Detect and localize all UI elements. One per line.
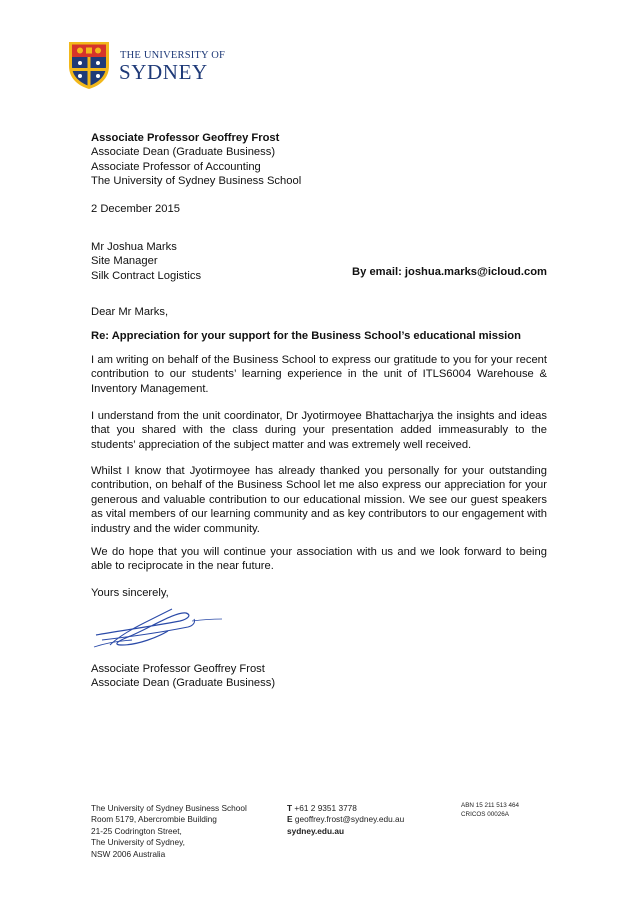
body-paragraph: We do hope that you will continue your association with us and we look forward to being able to reciprocate in the near future.: [91, 546, 547, 573]
sender-line: Associate Dean (Graduate Business): [91, 146, 276, 159]
closing: Yours sincerely,: [91, 587, 169, 599]
body-paragraph: I understand from the unit coordinator, Dr Jyotirmoyee Bhattacharjya the insights and ideas that you shared with the class during your presentation added immeasurably to the students’ appreciation of the subject matter and was extremely well received.: [91, 410, 547, 451]
signoff-block: [91, 662, 275, 691]
footer-registration: [461, 802, 519, 819]
by-email-line: By email: joshua.marks@icloud.com: [352, 266, 547, 278]
email-label: E: [287, 814, 293, 825]
footer-abn: ABN 15 211 513 464: [461, 802, 520, 809]
logo-sydney: SYDNEY: [119, 60, 208, 84]
subject-line: Re: Appreciation for your support for the Business School’s educational mission: [91, 330, 521, 342]
body-paragraph: Whilst I know that Jyotirmoyee has already thanked you personally for your outstanding contribution, on behalf of the Business School let me also express our appreciation for your generous and valuable contribution to our educational mission. We see our guest speakers as vital members of our learning community and as key contributors to our engagement with industry and the wider community.: [91, 465, 547, 535]
footer-address-line: Room 5179, Abercrombie Building: [91, 814, 217, 825]
footer-address-line: NSW 2006 Australia: [91, 848, 166, 859]
body-paragraph: I am writing on behalf of the Business School to express our gratitude to you for your recent contribution to our students’ learning experience in the unit of ITLS6004 Warehouse & Inventory Management.: [91, 354, 547, 395]
signoff-title: Associate Dean (Graduate Business): [91, 677, 276, 690]
sender-name: Associate Professor Geoffrey Frost: [91, 132, 280, 144]
university-logo: [68, 40, 226, 92]
footer-address: [91, 803, 247, 860]
footer-phone[interactable]: +61 2 9351 3778: [294, 803, 357, 813]
logo-university-of: THE UNIVERSITY OF: [120, 50, 226, 61]
sender-line: The University of Sydney Business School: [91, 175, 302, 188]
recipient-line: Silk Contract Logistics: [91, 269, 202, 282]
recipient-line: Mr Joshua Marks: [91, 241, 177, 253]
footer-address-line: The University of Sydney,: [91, 837, 185, 848]
recipient-block: [91, 240, 201, 283]
letter-date: 2 December 2015: [91, 203, 180, 215]
signature-image: [88, 607, 228, 653]
salutation: Dear Mr Marks,: [91, 306, 169, 318]
footer-address-line: 21-25 Codrington Street,: [91, 825, 182, 836]
footer-address-line: The University of Sydney Business School: [91, 803, 247, 813]
footer-email[interactable]: geoffrey.frost@sydney.edu.au: [294, 814, 405, 825]
sender-block: [91, 131, 551, 189]
footer-website[interactable]: sydney.edu.au: [287, 825, 345, 836]
footer-contact: [287, 803, 404, 837]
footer-cricos: CRICOS 00026A: [461, 810, 509, 818]
recipient-line: Site Manager: [91, 255, 158, 268]
sender-line: Associate Professor of Accounting: [91, 160, 261, 173]
phone-label: T: [287, 803, 293, 813]
signoff-name: Associate Professor Geoffrey Frost: [91, 663, 265, 675]
crest-icon: [68, 40, 110, 90]
